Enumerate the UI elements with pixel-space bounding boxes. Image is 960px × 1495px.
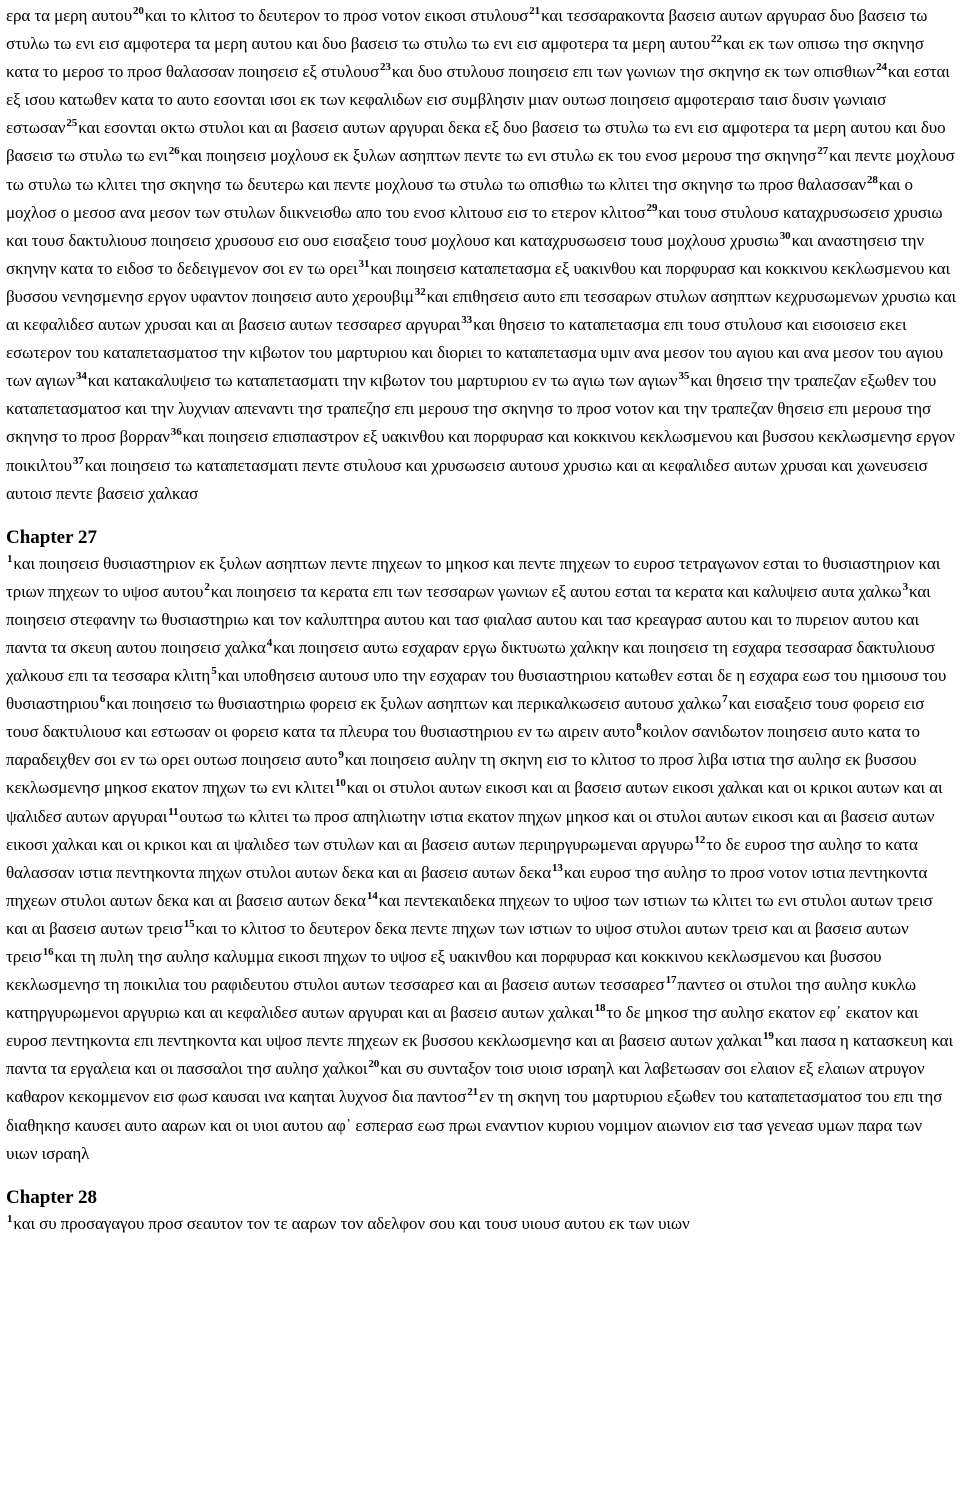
verse-number: 1 xyxy=(7,552,13,565)
verse-text: και ποιησεισ αυτω εσχαραν εργω δικτυωτω χαλκην και ποιησεισ τη εσχαρα τεσσαρασ δακτυλιουσ χαλκουσ επι τα τεσσαρα κλιτη xyxy=(6,637,935,686)
verse-number: 28 xyxy=(866,173,878,186)
verse-text: και οι στυλοι αυτων εικοσι και αι βασεισ αυτων εικοσι χαλκαι και οι κρικοι αυτων και αι ψαλιδεσ αυτων αργυραι xyxy=(6,778,943,826)
verse-text: και τεσσαρακοντα βασεισ αυτων αργυρασ δυο βασεισ τω στυλω τω ενι εισ αμφοτερα τα μερη αυτου και δυο βασεισ τω στυλω τω ενι εισ αμφοτερα τα μερη αυτου xyxy=(6,6,928,54)
verse-number: 10 xyxy=(334,777,346,790)
verse-number: 21 xyxy=(467,1086,479,1099)
verse-number: 26 xyxy=(168,145,180,158)
verse-number: 13 xyxy=(552,861,563,874)
verse-text: το δε μηκοσ τησ αυλησ εκατον εφ᾽ εκατον και ευροσ πεντηκοντα επι πεντηκοντα και υψοσ πεντε πηχεων εκ βυσσου κεκλωσμενησ και αι βασεισ αυτων χαλκαι xyxy=(6,1003,919,1051)
paragraph-ch27 xyxy=(6,550,956,1168)
verse-number: 15 xyxy=(183,917,195,930)
paragraph-ch28 xyxy=(6,1210,956,1238)
verse-text: και συ προσαγαγου προσ σεαυτον τον τε ααρων τον αδελφον σου και τουσ υιουσ αυτου εκ των υιων xyxy=(13,1213,690,1233)
verse-number: 6 xyxy=(99,693,106,706)
verse-text: και εσται εξ ισου κατωθεν κατα το αυτο εσονται ισοι εκ των κεφαλιδων εισ συμβλησιν μιαν ουτωσ ποιησεισ αμφοτεραισ ταισ δυσιν γωνιαισ εστωσαν xyxy=(6,62,950,138)
verse-text: και ο μοχλοσ ο μεσοσ ανα μεσον των στυλων διικνεισθω απο του ενοσ κλιτουσ εισ το ετερον κλιτοσ xyxy=(6,174,913,222)
verse-text: και πεντεκαιδεκα πηχεων το υψοσ των ιστιων τω κλιτει τω ενι στυλοι αυτων τρεισ και αι βασεισ αυτων τρεισ xyxy=(6,890,933,938)
verse-number: 36 xyxy=(170,426,182,439)
verse-number: 20 xyxy=(368,1058,380,1071)
verse-number: 18 xyxy=(594,1002,606,1015)
verse-text: ερα τα μερη αυτου xyxy=(6,6,133,25)
verse-number: 22 xyxy=(711,33,722,46)
verse-number: 17 xyxy=(665,974,677,987)
verse-text: και το κλιτοσ το δευτερον δεκα πεντε πηχων των ιστιων το υψοσ στυλοι αυτων τρεισ και αι βασεισ αυτων τρεισ xyxy=(6,918,909,966)
verse-number: 11 xyxy=(168,805,179,818)
verse-number: 31 xyxy=(358,257,370,270)
verse-text: και ποιησεισ τω καταπετασματι πεντε στυλουσ και χρυσωσεισ αυτουσ χρυσιω και αι κεφαλιδεσ αυτων χρυσαι και χωνευσεισ αυτοισ πεντε βασεισ χαλκασ xyxy=(6,455,928,503)
verse-number: 12 xyxy=(694,833,706,846)
verse-number: 30 xyxy=(779,229,791,242)
verse-text: και υποθησεισ αυτουσ υπο την εσχαραν του θυσιαστηριου κατωθεν εσται δε η εσχαρα εωσ του ημισουσ του θυσιαστηριου xyxy=(6,666,947,714)
verse-text: και ποιησεισ τα κερατα επι των τεσσαρων γωνιων εξ αυτου εσται τα κερατα και καλυψεισ αυτα χαλκω xyxy=(210,581,902,601)
verse-number: 27 xyxy=(817,145,829,158)
paragraph-ch26-end xyxy=(6,0,956,508)
verse-number: 5 xyxy=(211,665,217,678)
verse-number: 16 xyxy=(42,946,54,958)
verse-number: 3 xyxy=(902,580,909,593)
verse-number: 9 xyxy=(338,749,344,762)
verse-text: και θησεισ την τραπεζαν εξωθεν του καταπετασματοσ και την λυχνιαν απεναντι τησ τραπεζησ επι μερουσ τησ σκηνησ το προσ νοτον και την τραπεζαν θησεισ επι μερουσ τησ σκηνησ το προσ βορραν xyxy=(6,371,937,447)
verse-number: 29 xyxy=(646,201,658,214)
verse-text: και πεντε μοχλουσ τω στυλω τω κλιτει τησ σκηνησ τω δευτερω και πεντε μοχλουσ τω στυλω τω οπισθιω τω κλιτει τησ σκηνησ τω προσ θαλασσαν xyxy=(6,146,955,194)
verse-number: 7 xyxy=(722,693,728,706)
verse-number: 14 xyxy=(366,889,378,902)
verse-number: 25 xyxy=(66,117,78,130)
verse-number: 2 xyxy=(204,580,210,593)
document-page xyxy=(6,0,956,1238)
chapter-27-heading: Chapter 27 xyxy=(6,526,97,548)
verse-text: το δε ευροσ τησ αυλησ το κατα θαλασσαν ιστια πεντηκοντα πηχων στυλοι αυτων δεκα και αι βασεισ αυτων δεκα xyxy=(6,834,918,882)
verse-text: και τη πυλη τησ αυλησ καλυμμα εικοσι πηχων το υψοσ εξ υακινθου και πορφυρασ και κοκκινου κεκλωσμενου και βυσσου κεκλωσμενησ τη ποικιλια του ραφιδευτου στυλοι αυτων τεσσαρεσ και αι βασεισ αυτων τεσσαρεσ xyxy=(6,947,882,995)
verse-number: 33 xyxy=(461,314,473,327)
verse-text: και κατακαλυψεισ τω καταπετασματι την κιβωτον του μαρτυριου εν τω αγιω των αγιων xyxy=(87,371,678,391)
verse-text: και αναστησεισ την σκηνην κατα το ειδοσ το δεδειγμενον σοι εν τω ορει xyxy=(6,230,925,278)
verse-text: και δυο στυλουσ ποιησεισ επι των γωνιων τησ σκηνησ εκ των οπισθιων xyxy=(391,62,876,82)
verse-number: 23 xyxy=(380,61,391,74)
verse-text: και ποιησεισ επισπαστρον εξ υακινθου και πορφυρασ και κοκκινου κεκλωσμενου και βυσσου κεκλωσμενησ εργον ποικιλτου xyxy=(6,427,955,475)
verse-text: εν τη σκηνη του μαρτυριου εξωθεν του καταπετασματοσ του επι τησ διαθηκησ καυσει αυτο ααρων και οι υιοι αυτου αφ᾽ εσπερασ εωσ πρωι εναντιον κυριου νομιμον αιωνιον εισ τασ γενεασ υμων παρα των υιων ισραηλ xyxy=(6,1087,943,1163)
verse-text: και το κλιτοσ το δευτερον το προσ νοτον εικοσι στυλουσ xyxy=(144,6,529,25)
verse-text: και ποιησεισ αυλην τη σκηνη εισ το κλιτοσ το προσ λιβα ιστια τησ αυλησ εκ βυσσου κεκλωσμενησ μηκοσ εκατον πηχων τω ενι κλιτει xyxy=(6,750,917,798)
verse-number: 4 xyxy=(266,636,273,649)
verse-text: παντεσ οι στυλοι τησ αυλησ κυκλω κατηργυρωμενοι αργυριω και αι κεφαλιδεσ αυτων αργυραι και αι βασεισ αυτων χαλκαι xyxy=(6,975,916,1023)
verse-number: 21 xyxy=(529,5,541,17)
verse-text: και ποιησεισ στεφανην τω θυσιαστηριω και τον καλυπτηρα αυτου και τασ φιαλασ αυτου και τασ κρεαγρασ αυτου και το πυρειον αυτου και παντα τα σκευη αυτου ποιησεισ χαλκα xyxy=(6,581,931,657)
verse-text: κοιλον σανιδωτον ποιησεισ αυτο κατα το παραδειχθεν σοι εν τω ορει ουτωσ ποιησεισ αυτο xyxy=(6,722,920,770)
verse-text: και ευροσ τησ αυλησ το προσ νοτον ιστια πεντηκοντα πηχεων στυλοι αυτων δεκα και αι βασεισ αυτων δεκα xyxy=(6,862,928,910)
verse-number: 20 xyxy=(133,5,144,17)
verse-text: και συ συνταξον τοισ υιοισ ισραηλ και λαβετωσαν σοι ελαιον εξ ελαιων ατρυγον καθαρον κεκομμενον εισ φωσ καυσαι ινα καηται λυχνοσ δια παντοσ xyxy=(6,1059,925,1107)
verse-number: 35 xyxy=(678,370,690,383)
verse-text: και πασα η κατασκευη και παντα τα εργαλεια και οι πασσαλοι τησ αυλησ χαλκοι xyxy=(6,1031,953,1079)
verse-text: και ποιησεισ θυσιαστηριον εκ ξυλων ασηπτων πεντε πηχεων το μηκοσ και πεντε πηχεων το ευροσ τετραγωνον εσται το θυσιαστηριον και τριων πηχεων το υψοσ αυτου xyxy=(6,553,941,601)
verse-text: και θησεισ το καταπετασμα επι τουσ στυλουσ και εισοισεισ εκει εσωτερον του καταπετασματοσ την κιβωτον του μαρτυριου και διοριει το καταπετασμα υμιν ανα μεσον του αγιου και ανα μεσον του αγιου των αγιων xyxy=(6,315,944,391)
verse-text: και ποιησεισ καταπετασμα εξ υακινθου και πορφυρασ και κοκκινου κεκλωσμενου και βυσσου νενησμενησ εργον υφαντον ποιησεισ αυτο χερουβιμ xyxy=(6,258,950,306)
verse-number: 24 xyxy=(876,61,887,74)
verse-number: 37 xyxy=(72,454,84,467)
verse-text: ουτωσ τω κλιτει τω προσ απηλιωτην ιστια εκατον πηχων μηκοσ και οι στυλοι αυτων εικοσι και αι βασεισ αυτων εικοσι χαλκαι και οι κρικοι και αι ψαλιδεσ των στυλων και αι βασεισ αυτων περιηργυρωμεναι αργυρω xyxy=(6,806,935,854)
verse-number: 19 xyxy=(763,1030,774,1043)
verse-number: 34 xyxy=(75,370,87,383)
verse-text: και ποιησεισ τω θυσιαστηριω φορεισ εκ ξυλων ασηπτων και περικαλκωσεισ αυτουσ χαλκω xyxy=(106,694,722,714)
verse-text: και επιθησεισ αυτο επι τεσσαρων στυλων ασηπτων κεχρυσωμενων χρυσιω και αι κεφαλιδεσ αυτων χρυσαι και αι βασεισ αυτων τεσσαρεσ αργυραι xyxy=(6,286,957,335)
verse-number: 1 xyxy=(7,1212,13,1225)
chapter-28-heading: Chapter 28 xyxy=(6,1186,97,1208)
verse-number: 32 xyxy=(414,285,426,298)
verse-text: και τουσ στυλουσ καταχρυσωσεισ χρυσιω και τουσ δακτυλιουσ ποιησεισ χρυσουσ εισ ουσ εισαξεισ τουσ μοχλουσ και καταχρυσωσεισ τουσ μοχλουσ χρυσιω xyxy=(6,202,943,250)
verse-text: και ποιησεισ μοχλουσ εκ ξυλων ασηπτων πεντε τω ενι στυλω εκ του ενοσ μερουσ τησ σκηνησ xyxy=(180,146,817,166)
verse-text: και εσονται οκτω στυλοι και αι βασεισ αυτων αργυραι δεκα εξ δυο βασεισ τω στυλω τω ενι εισ αμφοτερα τα μερη αυτου και δυο βασεισ τω στυλω τω ενι xyxy=(6,118,946,166)
verse-number: 8 xyxy=(636,721,642,734)
verse-text: και εισαξεισ τουσ φορεισ εισ τουσ δακτυλιουσ και εστωσαν οι φορεισ κατα τα πλευρα του θυσιαστηριου εν τω αιρειν αυτο xyxy=(6,694,925,742)
verse-text: και εκ των οπισω τησ σκηνησ κατα το μεροσ το προσ θαλασσαν ποιησεισ εξ στυλουσ xyxy=(6,34,924,82)
